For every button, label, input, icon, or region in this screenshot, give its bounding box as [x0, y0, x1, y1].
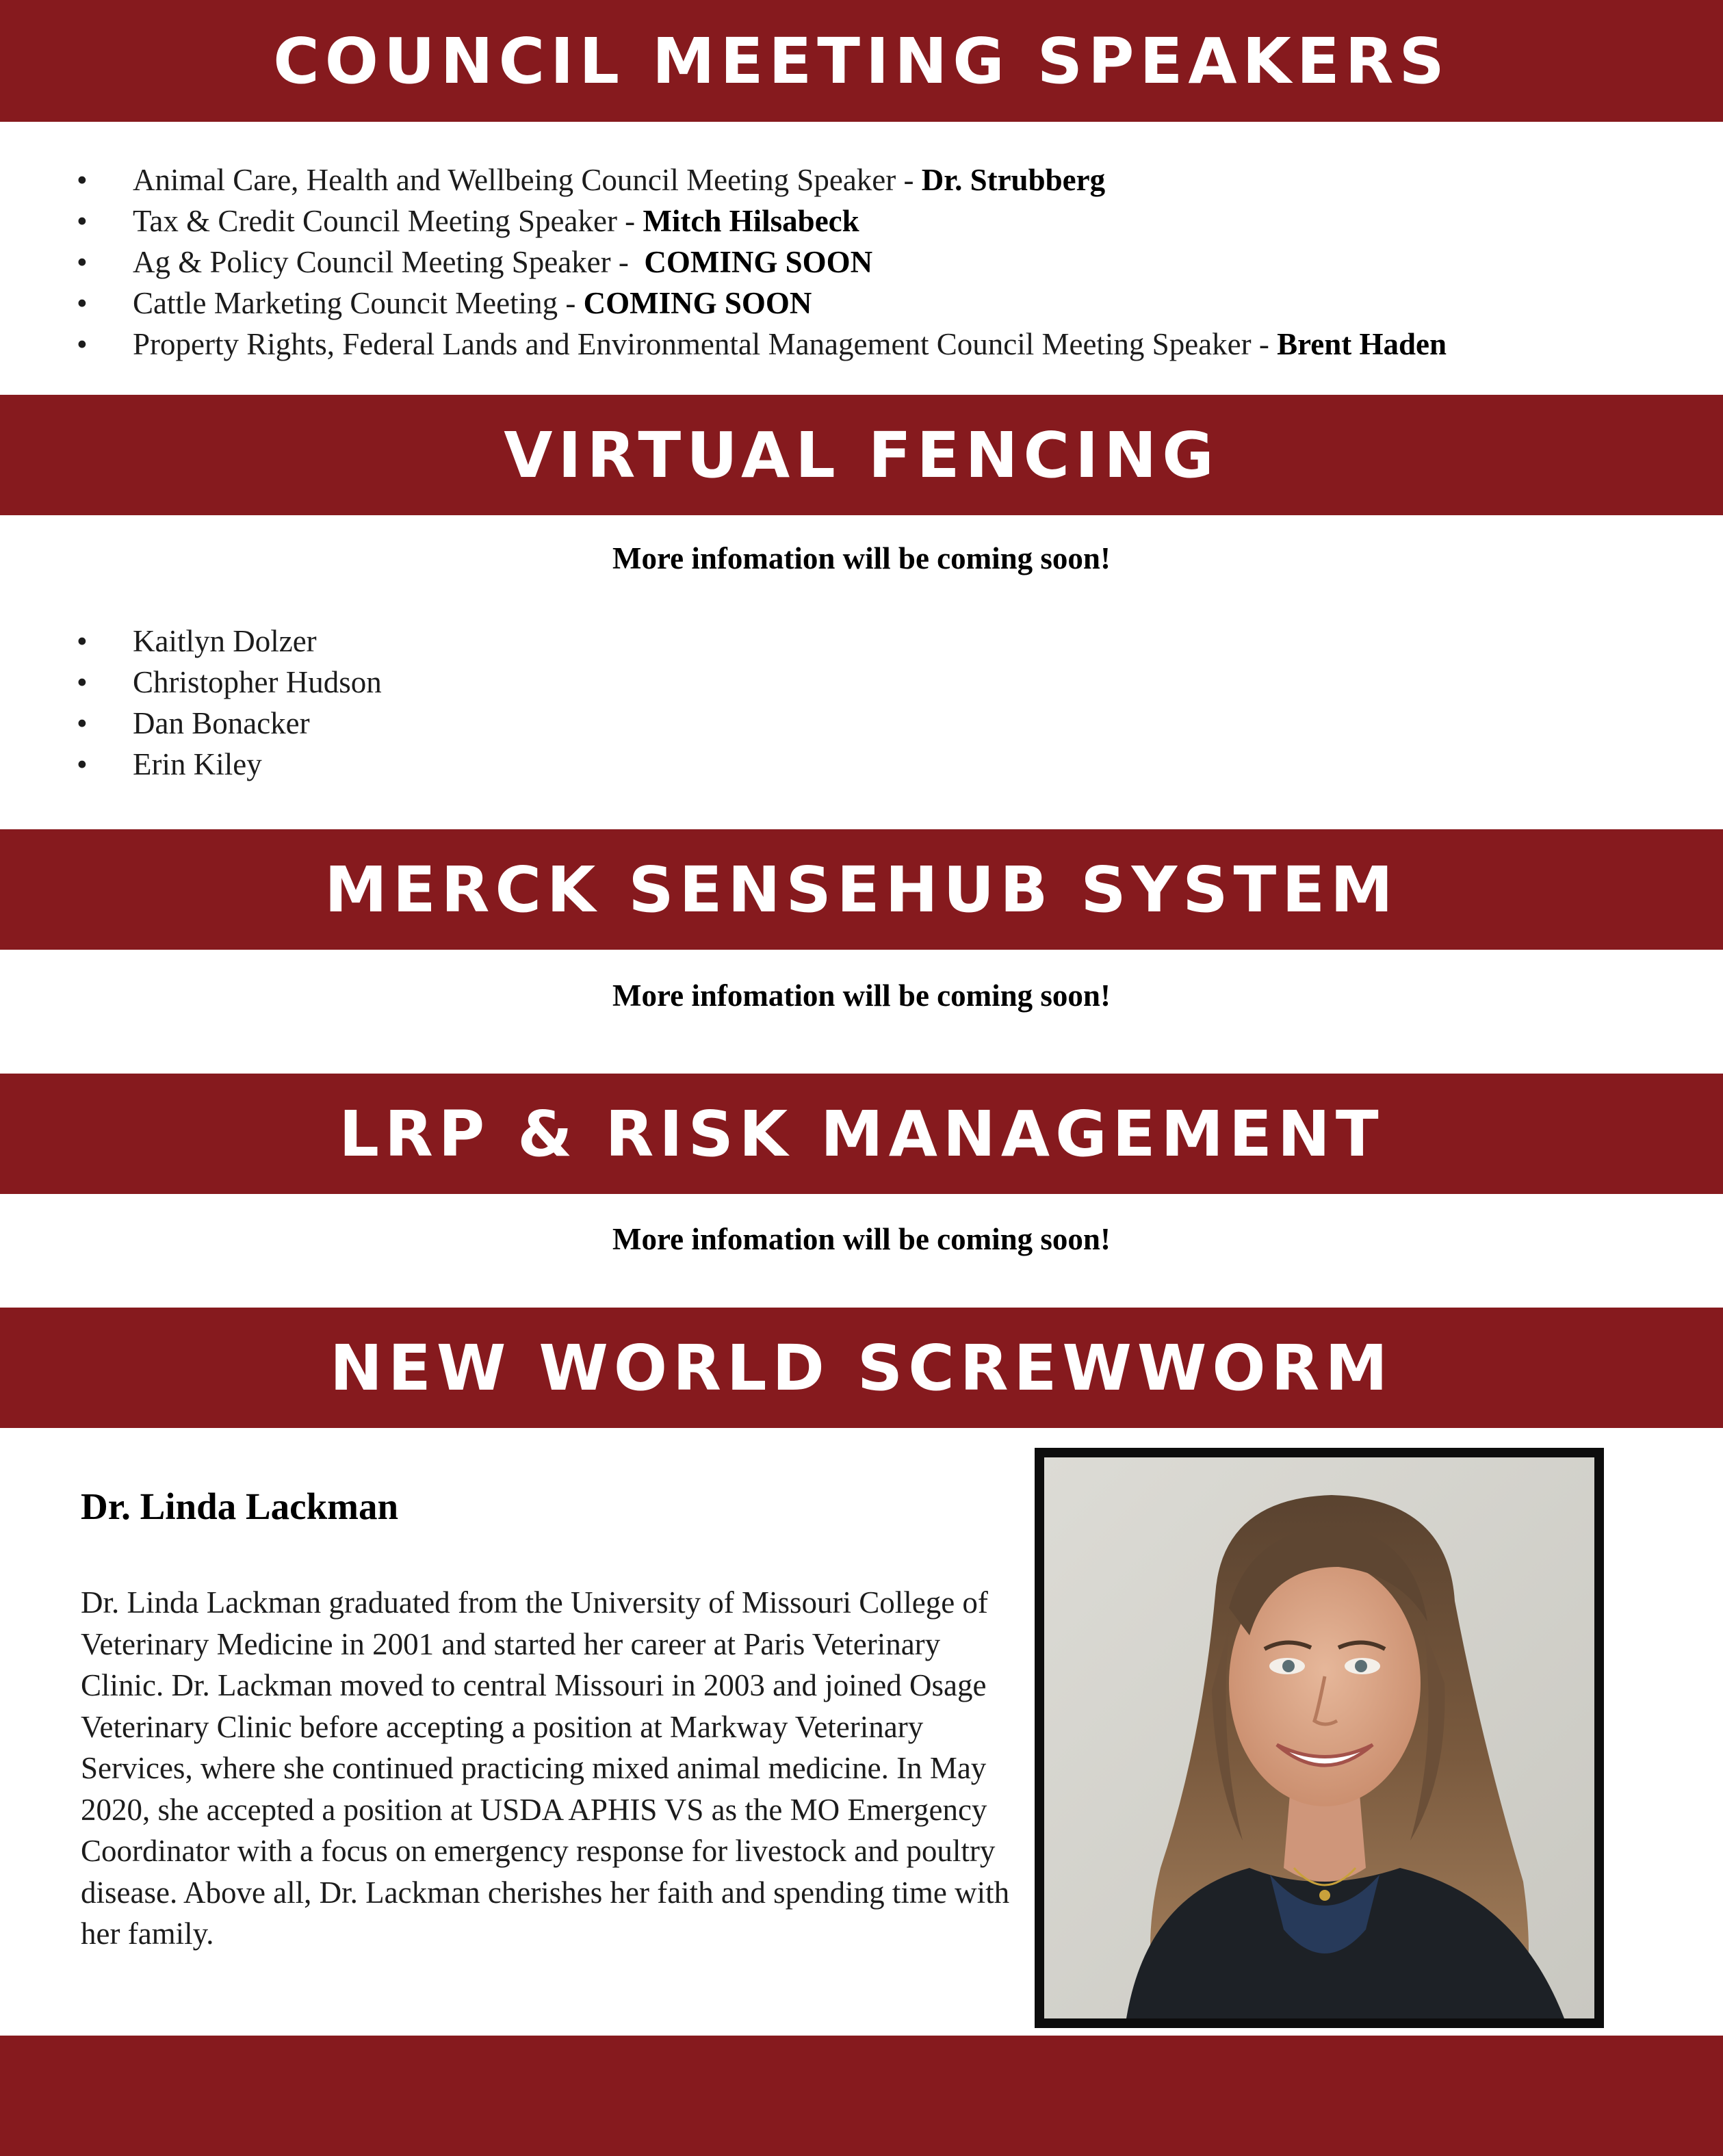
coming-soon-note: More infomation will be coming soon!: [612, 541, 1111, 575]
speaker-name: Dr. Strubberg: [921, 163, 1106, 197]
section-title: NEW WORLD SCREWWORM: [330, 1331, 1393, 1405]
section-header-council: [0, 0, 1723, 122]
list-item: [77, 242, 1447, 283]
person-name: Erin Kiley: [133, 747, 262, 781]
portrait-illustration: [1044, 1457, 1594, 2018]
list-item: [77, 621, 382, 662]
bullet: •: [77, 624, 88, 658]
item-text: Animal Care, Health and Wellbeing Council Meeting Speaker -: [133, 163, 922, 197]
section-title: MERCK SENSEHUB SYSTEM: [324, 853, 1399, 926]
speaker-name: Mitch Hilsabeck: [643, 204, 859, 238]
coming-soon-note: More infomation will be coming soon!: [612, 978, 1111, 1013]
bullet: •: [77, 327, 88, 361]
speaker-photo: [1035, 1448, 1604, 2028]
section-header-lrp: [0, 1074, 1723, 1194]
person-name: Christopher Hudson: [133, 665, 382, 699]
item-text: Tax & Credit Council Meeting Speaker -: [133, 204, 643, 238]
list-item: [77, 159, 1447, 200]
coming-soon-note: More infomation will be coming soon!: [612, 1222, 1111, 1256]
list-item: [77, 744, 382, 785]
section-header-virtual-fencing: [0, 395, 1723, 515]
list-item: [77, 703, 382, 744]
person-name: Kaitlyn Dolzer: [133, 624, 317, 658]
list-item: [77, 283, 1447, 324]
list-item: [77, 662, 382, 703]
person-name: Dan Bonacker: [133, 706, 310, 740]
footer-band: [0, 2036, 1723, 2156]
section-header-screwworm: [0, 1308, 1723, 1428]
speaker-bio: Dr. Linda Lackman graduated from the University of Missouri College of Veterinary Medicine in 2001 and started her career at Paris Veterinary Clinic. Dr. Lackman moved to central Missouri in 2003 and joined Osage Veterinary Clinic before accepting a position at Markway Veterinary Services, where she continued practicing mixed animal medicine. In May 2020, she accepted a position at USDA APHIS VS as the MO Emergency Coordinator with a focus on emergency response for livestock and poultry disease. Above all, Dr. Lackman cherishes her faith and spending time with her family.: [81, 1585, 1010, 1951]
item-text: Ag & Policy Council Meeting Speaker -: [133, 245, 645, 279]
council-speaker-list: [77, 159, 1447, 365]
section-header-merck: [0, 829, 1723, 950]
bullet: •: [77, 163, 88, 197]
list-item: [77, 324, 1447, 365]
list-item: [77, 200, 1447, 242]
bullet: •: [77, 286, 88, 320]
speaker-heading: Dr. Linda Lackman: [81, 1485, 399, 1527]
section-title: COUNCIL MEETING SPEAKERS: [273, 24, 1450, 98]
item-text: Property Rights, Federal Lands and Environmental Management Council Meeting Speaker -: [133, 327, 1278, 361]
item-text: Cattle Marketing Councit Meeting -: [133, 286, 584, 320]
bullet: •: [77, 204, 88, 238]
bullet: •: [77, 245, 88, 279]
speaker-name: Brent Haden: [1277, 327, 1447, 361]
section-title: LRP & RISK MANAGEMENT: [339, 1097, 1384, 1171]
speaker-name: COMING SOON: [644, 245, 873, 279]
bullet: •: [77, 747, 88, 781]
virtual-fencing-name-list: [77, 621, 382, 785]
section-title: VIRTUAL FENCING: [504, 418, 1219, 492]
bullet: •: [77, 665, 88, 699]
bullet: •: [77, 706, 88, 740]
speaker-name: COMING SOON: [583, 286, 812, 320]
